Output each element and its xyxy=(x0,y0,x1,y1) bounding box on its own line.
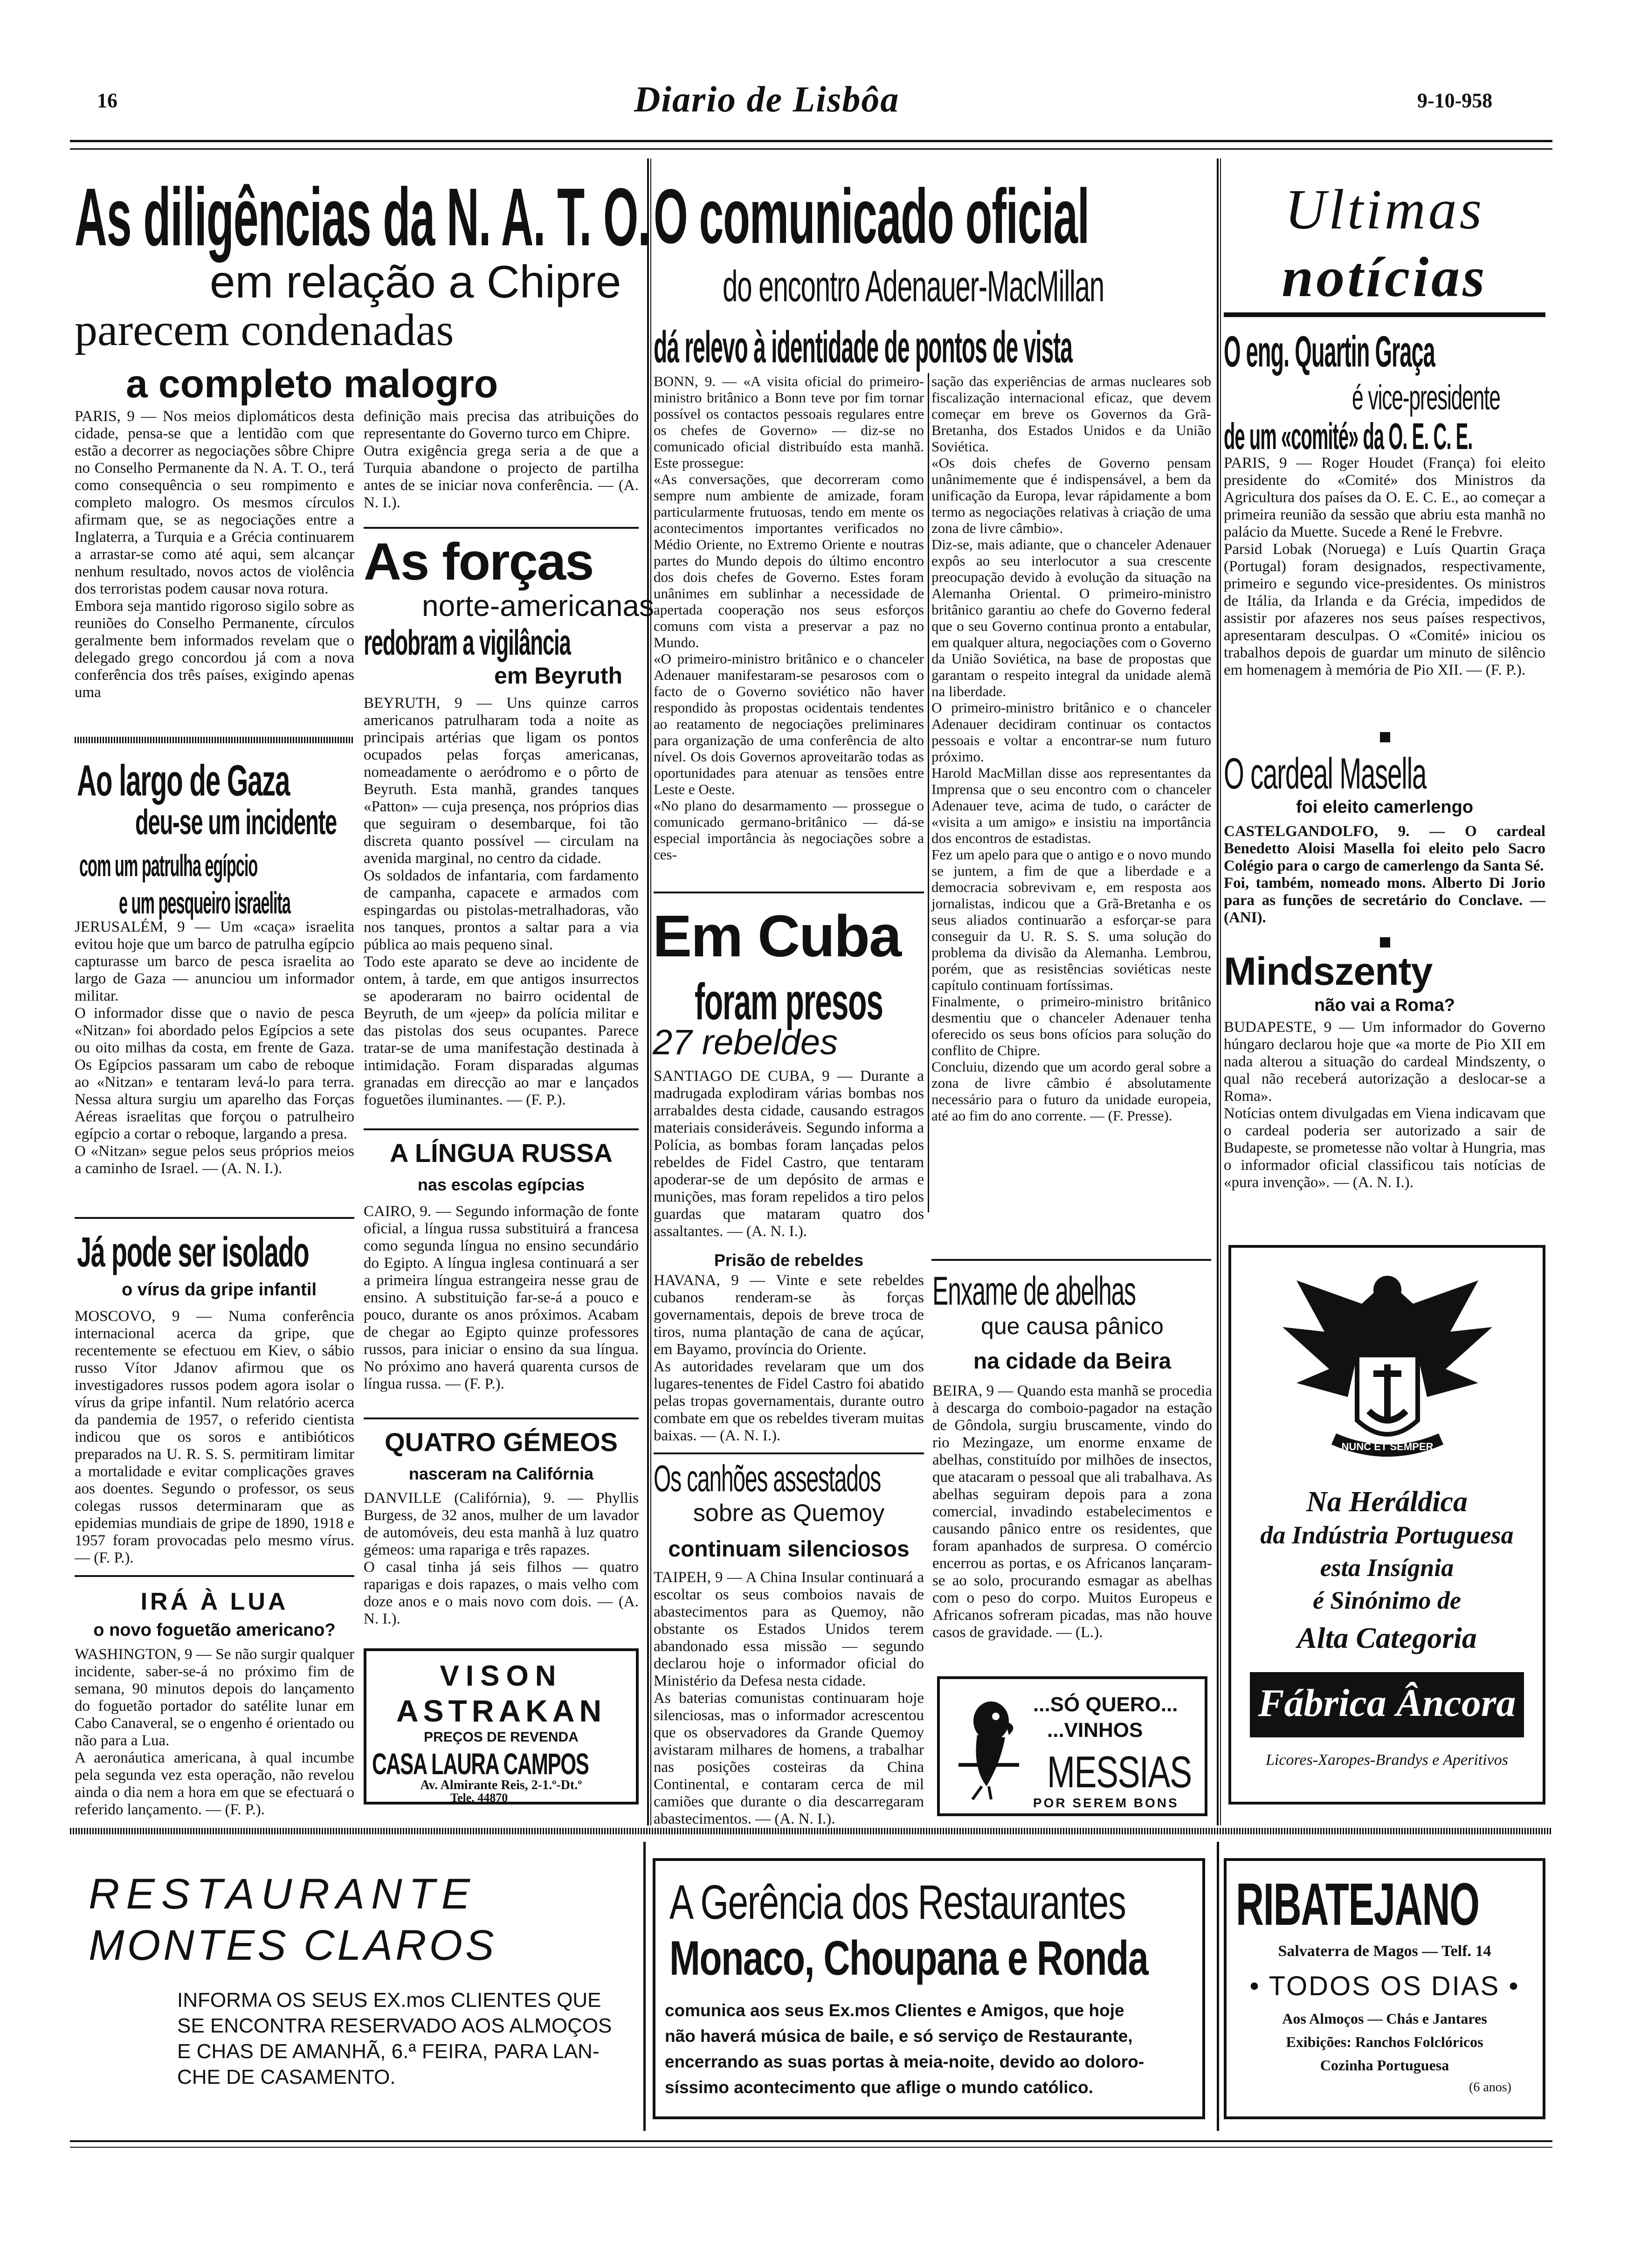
subheadline: redobram a vigilância xyxy=(364,623,571,663)
divider xyxy=(75,737,354,743)
subheadline: de um «comité» da O. E. C. E. xyxy=(1224,415,1473,457)
column-divider xyxy=(1220,159,1221,1825)
parrot-icon xyxy=(954,1693,1024,1800)
article-text: WASHINGTON, 9 — Se não surgir qualquer incidente, saber-se-á no próximo fim de semana, 90 minutos depois do lançamento do foguetão portador do satélite lunar em Cabo Canaveral, se o engenho é orientado ou não para a Lua. A aeronáutica americana, à qual incumbe pela segunda vez esta operação, não revelou ainda o dia nem a hora em que se efectuará o referido lançamento. — (F. P.). xyxy=(75,1646,354,1818)
ad-title: Monaco, Choupana e Ronda xyxy=(669,1931,1148,1985)
subheadline: o novo foguetão americano? xyxy=(93,1620,336,1640)
ad-text: Cozinha Portuguesa xyxy=(1320,2057,1449,2074)
ad-brand: Fábrica Âncora xyxy=(1258,1681,1516,1725)
ad-text: SE ENCONTRA RESERVADO AOS ALMOÇOS xyxy=(177,2014,612,2037)
headline: Ao largo de Gaza xyxy=(77,756,290,805)
ad-gerencia-restaurantes xyxy=(653,1858,1205,2119)
headline: As forças xyxy=(364,532,593,591)
page-number: 16 xyxy=(97,89,117,112)
ad-text: CHE DE CASAMENTO. xyxy=(177,2066,396,2088)
ad-address: Av. Almirante Reis, 2-1.º-Dt.º xyxy=(420,1778,582,1792)
ad-text: (6 anos) xyxy=(1469,2080,1511,2095)
column-divider xyxy=(1217,1842,1219,2131)
ad-text: síssimo acontecimento que aflige o mundo católico. xyxy=(665,2078,1094,2097)
article-text: BONN, 9. — «A visita oficial do primeiro-ministro britânico a Bonn teve por fim tornar possível os contactos pessoais regulares entre os chefes de Governo» — diz-se no comunicado oficial distribuído esta manhã. Este prossegue: «As conversações, que decorreram como sempre num ambiente de amizade, foram particularmente frutuosas, tendo em mente os acontecimentos importantes verificados no Médio Oriente, no Extremo Oriente e noutras partes do Mundo depois do último encontro dos dois chefes de Governo. Estes foram unânimes em sublinhar a necessidade de apertada cooperação nos seus esforços comuns com vista a preservar a paz no Mundo. «O primeiro-ministro britânico e o chanceler Adenauer manifestaram-se pesarosos com o facto de o Governo soviético não haver respondido às propostas ocidentais tendentes ao reatamento de negociações preliminares para organização de uma conferência de alto nível. Os dois Governos aproveitarão todas as oportunidades para atenuar as tensões entre Leste e Oeste. «No plano do desarmamento — prossegue o comunicado germano-britânico — dá-se especial importância às negociações sobre a ces- xyxy=(654,373,924,863)
ad-title: ASTRAKAN xyxy=(396,1694,607,1728)
article-text: CAIRO, 9. — Segundo informação de fonte oficial, a língua russa substituirá a francesa como segunda língua no ensino secundário do Egipto. A língua inglesa continuará a ser a primeira língua estrangeira nesse grau de ensino. A substituição far-se-á a pouco e pouco, durante os anos próximos. Acabam de chegar ao Egipto quinze professores russos, para iniciar o ensino da sua língua. No próximo ano haverá quarenta cursos de língua russa. — (F. P.). xyxy=(364,1203,639,1392)
subheadline: continuam silenciosos xyxy=(668,1537,910,1562)
subheadline: foi eleito camerlengo xyxy=(1296,797,1474,817)
subheadline: não vai a Roma? xyxy=(1314,996,1455,1015)
divider xyxy=(75,1217,354,1219)
subheadline: foram presos xyxy=(695,973,883,1030)
headline: Em Cuba xyxy=(653,903,901,969)
ad-text: Salvaterra de Magos — Telf. 14 xyxy=(1278,1943,1491,1960)
subheadline: nasceram na Califórnia xyxy=(408,1464,594,1483)
headline: O eng. Quartin Graça xyxy=(1224,327,1435,376)
ad-logo-band xyxy=(1250,1672,1524,1737)
column-divider xyxy=(928,373,929,1212)
subhead: Prisão de rebeldes xyxy=(714,1251,864,1270)
subheadline: em Beyruth xyxy=(494,663,623,689)
article-text: PARIS, 9 — Roger Houdet (França) foi eleito presidente do «Comité» dos Ministros da Agricultura dos países da O. E. C. E., ao começar a primeira reunião da sessão que abriu esta manhã no palácio da Muette. Sucede a René le Frebvre. Parsid Lobak (Noruega) e Luís Quartin Graça (Portugal) foram designados, respectivamente, primeiro e segundo vice-presidentes. Os ministros de Itália, da Irlanda e da Grécia, impedidos de assistir por afazeres nos seus países respectivos, apresentaram desculpas. O «Comité» iniciou os trabalhos depois de guardar um minuto de silêncio em homenagem à memória de Pio XII. — (F. P.). xyxy=(1224,455,1545,678)
bullet-icon xyxy=(1380,732,1390,742)
issue-date: 9-10-958 xyxy=(1417,89,1493,112)
ad-text: INFORMA OS SEUS EX.mos CLIENTES QUE xyxy=(177,1989,601,2012)
divider xyxy=(75,1575,354,1577)
ad-title: RIBATEJANO xyxy=(1236,1871,1479,1938)
ad-messias xyxy=(937,1676,1207,1816)
ad-text: Licores-Xaropes-Brandys e Aperitivos xyxy=(1266,1751,1508,1769)
headline: A LÍNGUA RUSSA xyxy=(389,1138,613,1168)
article-text: BEIRA, 9 — Quando esta manhã se procedia à descarga do comboio-pagador na estação de Gôndola, surgiu bruscamente, vindo do rio Mezingaze, um enorme enxame de abelhas, constituído por milhões de insectos, que atacaram o pessoal que ali trabalhava. As abelhas seguiram depois para a zona comercial, invadindo estabelecimentos e causando pânico entre os residentes, que foram apanhados de surpresa. O comércio encerrou as portas, e os Africanos lançaram-se ao solo, procurando esmagar as abelhas com o peso do corpo. Muitos Europeus e Africanos sofreram picadas, mas não houve casos de gravidade. — (L.). xyxy=(932,1383,1212,1641)
ad-brand: MESSIAS xyxy=(1047,1747,1192,1797)
column-divider xyxy=(1217,159,1219,1825)
column-divider xyxy=(647,159,649,1825)
article-text: DANVILLE (Califórnia), 9. — Phyllis Burgess, de 32 anos, mulher de um lavador de automóveis, deu esta manhã à luz quatro gémeos: uma rapariga e três rapazes. O casal tinha já seis filhos — quatro raparigas e dois rapazes, o mais velho com doze anos e o mais novo com dois. — (A. N. I.). xyxy=(364,1490,639,1627)
subheadline: sobre as Quemoy xyxy=(693,1500,885,1527)
ad-text: E CHAS DE AMANHÃ, 6.ª FEIRA, PARA LAN- xyxy=(177,2040,600,2063)
ad-text: Aos Almoços — Chás e Jantares xyxy=(1282,2010,1487,2027)
article-text: definição mais precisa das atribuições do representante do Governo turco em Chipre. Outra exigência grega seria a de que a Turquia abandone o projecto de partilha antes de se iniciar nova conferência. — (A. N. I.). xyxy=(364,408,639,511)
masthead-rule-2 xyxy=(70,148,1552,150)
ad-text: ...SÓ QUERO... xyxy=(1033,1693,1178,1716)
subheadline: é vice-presidente xyxy=(1352,378,1500,417)
subheadline: que causa pânico xyxy=(981,1313,1164,1339)
subheadline: com um patrulha egípcio xyxy=(79,848,258,883)
article-text: JERUSALÉM, 9 — Um «caça» israelita evitou hoje que um barco de patrulha egípcio capturasse um barco de pesca israelita ao largo de Gaza — anunciou um informador militar. O informador disse que o navio de pesca «Nitzan» foi abordado pelos Egípcios a sete ou oito milhas da costa, em frente de Gaza. Os Egípcios passaram um cabo de reboque ao «Nitzan» e tentaram levá-lo para terra. Nessa altura surgiu um aparelho das Forças Aéreas israelitas que forçou o patrulheiro egípcio a cortar o reboque, largando a presa. O «Nitzan» segue pelos seus próprios meios a caminho de Israel. — (A. N. I.). xyxy=(75,919,354,1177)
ad-text: ...VINHOS xyxy=(1047,1719,1143,1742)
article-text: MOSCOVO, 9 — Numa conferência internacional acerca da gripe, que recentemente se efectuou em Kiev, o sábio russo Vítor Jdanov afirmou que os investigadores russos podem agora isolar o vírus da gripe infantil. Num relatório acerca da pandemia de 1957, o referido cientista indicou que os soros e antibióticos preparados na U. R. S. S. permitiram limitar a mortalidade e evitar complicações graves aos doentes. Segundo o professor, os seus colegas russos determinaram que as epidemias mundiais de gripe de 1890, 1918 e 1957 foram provocadas pelo mesmo vírus. — (F. P.). xyxy=(75,1308,354,1566)
crest-motto: NUNC ET SEMPER xyxy=(1341,1441,1434,1452)
article-text: sação das experiências de armas nucleares sob fiscalização internacional eficaz, que devem começar em breve os Governos da Grã-Bretanha, dos Estados Unidos e da União Soviética. «Os dois chefes de Governo pensam unânimemente que é indispensável, a bem da unificação da Europa, levar rápidamente a bom termo as negociações relativas à criação de uma zona de livre câmbio». Diz-se, mais adiante, que o chanceler Adenauer expôs ao seu interlocutor a sua crescente preocupação devido à evolução da situação na Alemanha Oriental. O primeiro-ministro britânico garantiu ao chefe do Governo federal que o seu Governo continua pronto a entabular, em qualquer altura, negociações com o Governo da União Soviética, na base de propostas que garantam o respeito integral da unidade alemã na liberdade. O primeiro-ministro britânico e o chanceler Adenauer decidiram continuar os contactos pessoais e voltar a encontrar-se num futuro próximo. Harold MacMillan disse aos representantes da Imprensa que o seu encontro com o chanceler Adenauer teve, acima de tudo, o carácter de «visita a um amigo» e insistiu na importância dos encontros de estadistas. Fez um apelo para que o antigo e o novo mundo se juntem, a fim de que a liberdade e a democracia sobrevivam e, em resposta aos jornalistas, indicou que a Grã-Bretanha e os seus aliados continuarão a esforçar-se para conseguir da U. R. S. S. uma solução do problema da divisão da Alemanha. Lembrou, porém, que as resistências soviéticas neste capítulo continuam fortíssimas. Finalmente, o primeiro-ministro britânico desmentiu que o chanceler Adenauer tenha oferecido os seus bons ofícios para solução do conflito de Chipre. Concluiu, dizendo que um acordo geral sobre a zona de livre câmbio é absolutamente necessário para o futuro da unidade europeia, até ao fim do ano corrente. — (F. Presse). xyxy=(931,373,1211,1124)
headline: Mindszenty xyxy=(1224,949,1433,993)
ad-vison-astrakan xyxy=(364,1648,639,1805)
divider xyxy=(364,1128,639,1130)
subheadline: a completo malogro xyxy=(126,362,498,406)
headline: IRÁ À LUA xyxy=(140,1588,289,1615)
section-title: Ultimas xyxy=(1284,178,1485,241)
article-text: BEYRUTH, 9 — Uns quinze carros americanos patrulharam toda a noite as principais artérias que ligam os pontos ocupados pelas forças americanas, nomeadamente o aeródromo e o pôrto de Beyruth. Esta manhã, grandes tanques «Patton» — cuja presença, nos próprios dias que seguiram o desembarque, foi tão discreta quanto possível — circulam na avenida marginal, no centro da cidade. Os soldados de infantaria, com fardamento de campanha, capacete e armados com espingardas ou pistolas-metralhadoras, vão nos tanques, prontos a saltar para a via pública ao mais pequeno sinal. Todo este aparato se deve ao incidente de ontem, à tarde, em que antigos insurrectos se apoderaram no bairro ocidental de Beyruth, de um «jeep» da polícia militar e das pistolas dos seus ocupantes. Parece tratar-se de uma manifestação destinada à intimidação. Foram disparadas algumas granadas em direcção ao mar e lançados foguetões iluminantes. — (F. P.). xyxy=(364,695,639,1108)
ad-title: A Gerência dos Restaurantes xyxy=(669,1875,1126,1929)
divider xyxy=(654,1452,924,1454)
column-divider xyxy=(643,1842,646,2131)
ad-text: comunica aos seus Ex.mos Clientes e Amigos, que hoje xyxy=(665,2001,1124,2020)
heraldic-eagle-crest-icon xyxy=(1269,1262,1506,1476)
ad-phone: Tele. 44870 xyxy=(450,1791,508,1805)
subheadline: em relação a Chipre xyxy=(210,256,621,307)
headline: Enxame de abelhas xyxy=(932,1269,1136,1314)
ad-text: não haverá música de baile, e só serviço de Restaurante, xyxy=(665,2026,1133,2046)
ad-shop-name: CASA LAURA CAMPOS xyxy=(372,1747,589,1781)
headline: QUATRO GÉMEOS xyxy=(385,1427,618,1457)
article-text: HAVANA, 9 — Vinte e sete rebeldes cubanos renderam-se às forças governamentais, depois de breve troca de tiros, numa plantação de cana de açúcar, em Bayamo, província do Oriente. As autoridades revelaram que um dos lugares-tenentes de Fidel Castro foi abatido pelas tropas governamentais, durante outro combate em que os rebeldes tiveram muitas baixas. — (A. N. I.). xyxy=(654,1272,924,1444)
article-text: TAIPEH, 9 — A China Insular continuará a escoltar os seus comboios navais de abastecimentos para as Quemoy, não obstante os Estados Unidos terem abandonado essa missão — segundo declarou hoje o informador oficial do Ministério da Defesa nesta cidade. As baterias comunistas continuaram hoje silenciosas, mas o informador acrescentou que os observadores da Grande Quemoy avistaram milhares de homens, a trabalhar nas posições costeiras da China Continental, e contaram cerca de mil camiões que durante o dia descarregaram abastecimentos. — (A. N. I.). xyxy=(654,1569,924,1827)
subheadline: o vírus da gripe infantil xyxy=(121,1280,317,1300)
divider xyxy=(364,1418,639,1419)
ad-text: da Indústria Portuguesa xyxy=(1260,1521,1514,1549)
divider xyxy=(931,1259,1211,1261)
subheadline: parecem condenadas xyxy=(75,305,454,355)
headline: O comunicado oficial xyxy=(654,173,1089,260)
ad-title: RESTAURANTE xyxy=(89,1870,477,1918)
ad-ribatejano xyxy=(1224,1858,1545,2119)
article-text: SANTIAGO DE CUBA, 9 — Durante a madrugada explodiram várias bombas nos arrabaldes desta cidade, causando estragos materiais consideráveis. Segundo informa a Polícia, as bombas foram lançadas pelos rebeldes de Fidel Castro, que tentaram apoderar-se de um depósito de armas e munições, mas foram repelidos a tiro pelos guardas que mataram quatro dos assaltantes. — (A. N. I.). xyxy=(654,1068,924,1240)
subheadline: e um pesqueiro israelita xyxy=(119,885,290,920)
subheadline: nas escolas egípcias xyxy=(417,1175,585,1194)
article-text: CASTELGANDOLFO, 9. — O cardeal Benedetto Aloisi Masella foi eleito pelo Sacro Colégio para o cargo de camerlengo da Santa Sé. Foi, também, nomeado mons. Alberto Di Jorio para as funções de secretário do Conclave. — (ANI). xyxy=(1224,823,1545,926)
footer-rule xyxy=(70,2140,1552,2142)
ad-fabrica-ancora xyxy=(1228,1245,1545,1805)
ad-text: Alta Categoria xyxy=(1297,1621,1477,1654)
subheadline: na cidade da Beira xyxy=(973,1349,1172,1374)
ad-title: VISON xyxy=(440,1660,563,1692)
ad-text: encerrando as suas portas à meia-noite, devido ao doloro- xyxy=(665,2052,1145,2071)
divider xyxy=(654,892,924,893)
headline: Os canhões assestados xyxy=(654,1458,881,1499)
ad-text: POR SEREM BONS xyxy=(1033,1796,1179,1810)
article-text: BUDAPESTE, 9 — Um informador do Governo húngaro declarou hoje que «a morte de Pio XII em nada alterou a situação do cardeal Mindszenty, o qual não receberá autorização a deslocar-se a Roma». Notícias ontem divulgadas em Viena indicavam que o cardeal poderia ser autorizado a sair de Budapeste, se prometesse não voltar à Hungria, mas o informador oficial classificou tais notícias de «pura invenção». — (A. N. I.). xyxy=(1224,1019,1545,1191)
divider xyxy=(1224,312,1545,317)
ad-text: PREÇOS DE REVENDA xyxy=(424,1729,579,1745)
headline: O cardeal Masella xyxy=(1224,749,1427,798)
ad-text: é Sinónimo de xyxy=(1312,1586,1462,1614)
section-title: notícias xyxy=(1282,246,1488,309)
divider xyxy=(364,527,639,529)
headline: As diligências da N. A. T. O. xyxy=(75,172,650,263)
newspaper-title: Diario de Lisbôa xyxy=(634,79,900,119)
bullet-icon xyxy=(1380,937,1390,947)
ad-text: esta Insígnia xyxy=(1320,1554,1454,1582)
masthead-rule xyxy=(70,140,1552,142)
column-divider xyxy=(650,159,651,1825)
subheadline: norte-americanas xyxy=(422,589,654,622)
subheadline: deu-se um incidente xyxy=(135,802,337,842)
subheadline: dá relevo à identidade de pontos de vista xyxy=(654,322,1072,372)
divider xyxy=(70,1828,1552,1834)
headline: Já pode ser isolado xyxy=(77,1229,309,1276)
ad-text: Exibições: Ranchos Folclóricos xyxy=(1286,2033,1483,2050)
ad-title: MONTES CLAROS xyxy=(89,1922,497,1969)
article-text: PARIS, 9 — Nos meios diplomáticos desta cidade, pensa-se que a lentidão com que estão a decorrer as negociações sôbre Chipre no Conselho Permanente da N. A. T. O., terá como consequência o seu rompimento e completo malogro. Os mesmos círculos afirmam que, se as negociações entre a Inglaterra, a Turquia e a Grécia continuarem a arrastar-se como até aqui, sem alcançar nenhum resultado, novos actos de violência dos terroristas podem causar nova rotura. Embora seja mantido rigoroso sigilo sobre as reuniões do Conselho Permanente, círculos geralmente bem informados revelam que o delegado grego concordou já com a nova conferência dos três países, exigindo apenas uma xyxy=(75,408,354,701)
ad-text: Na Heráldica xyxy=(1306,1486,1468,1518)
footer-rule xyxy=(70,2147,1552,2148)
subheadline: 27 rebeldes xyxy=(653,1023,838,1062)
subheadline: do encontro Adenauer-MacMillan xyxy=(723,262,1104,311)
ad-text: • TODOS OS DIAS • xyxy=(1249,1971,1520,2001)
